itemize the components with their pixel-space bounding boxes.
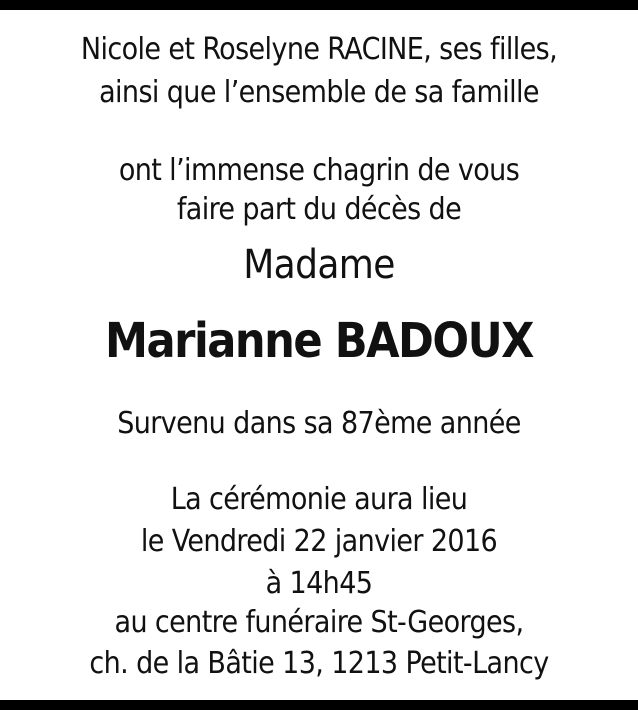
deceased-name: Marianne BADOUX xyxy=(105,313,533,369)
ceremony-line-1: La cérémonie aura lieu xyxy=(170,482,468,517)
announcement-line-1: ont l’immense chagrin de vous xyxy=(118,153,520,188)
age-line: Survenu dans sa 87ème année xyxy=(117,406,521,441)
honorific: Madame xyxy=(243,242,395,288)
ceremony-line-2: le Vendredi 22 janvier 2016 xyxy=(140,524,498,559)
announcement-line-2: faire part du décès de xyxy=(176,192,462,227)
ceremony-line-4: au centre funéraire St-Georges, xyxy=(114,605,524,640)
family-line-1: Nicole et Roselyne RACINE, ses filles, xyxy=(80,32,558,67)
family-line-2: ainsi que l’ensemble de sa famille xyxy=(99,75,539,110)
ceremony-line-5: ch. de la Bâtie 13, 1213 Petit-Lancy xyxy=(89,646,549,681)
ceremony-line-3: à 14h45 xyxy=(265,566,373,601)
